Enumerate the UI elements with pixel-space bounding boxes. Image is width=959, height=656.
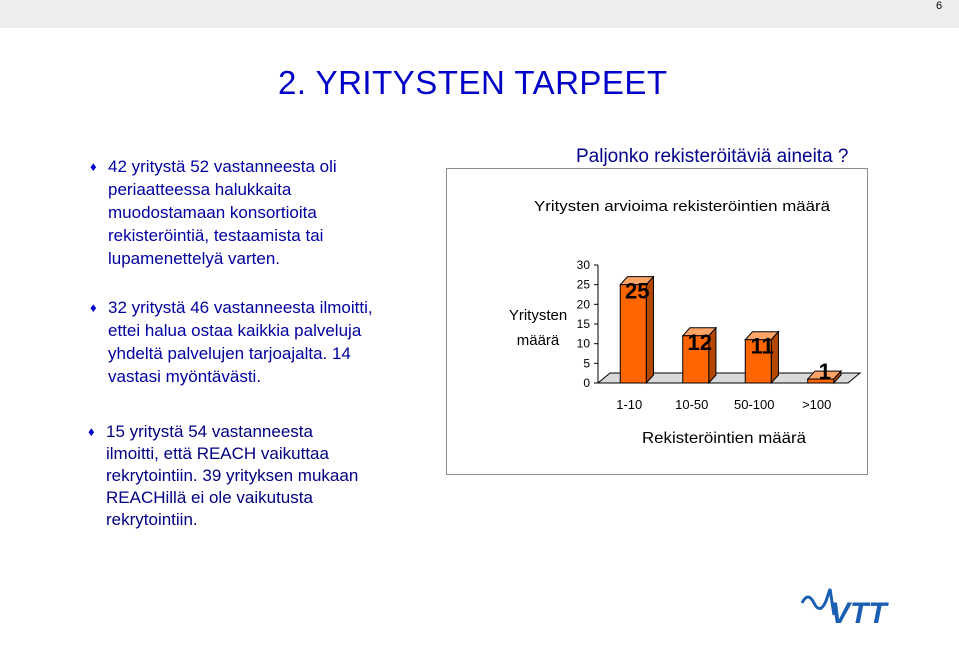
bullet-line: rekrytointiin. 39 yrityksen mukaan <box>106 466 359 485</box>
bullet-line: muodostamaan konsortioita <box>108 203 317 222</box>
y-tick-label: 0 <box>583 376 590 390</box>
y-tick-label: 25 <box>576 277 590 292</box>
diamond-bullet-icon: ♦ <box>90 300 97 315</box>
diamond-bullet-icon: ♦ <box>90 159 97 174</box>
x-tick-label: 1-10 <box>616 397 643 412</box>
x-tick-label: 50-100 <box>734 397 775 412</box>
bullet-line: lupamenettelyä varten. <box>108 249 280 268</box>
data-label: 11 <box>750 333 774 359</box>
vtt-logo <box>800 585 915 629</box>
y-tick-label: 5 <box>583 356 590 371</box>
y-tick-label: 10 <box>576 336 590 351</box>
bullet-line: periaatteessa halukkaita <box>108 180 292 199</box>
bullet-line: ettei halua ostaa kaikkia palveluja <box>108 321 362 340</box>
bullet-line: vastasi myöntävästi. <box>108 367 262 386</box>
bullet-line: rekrytointiin. <box>106 510 198 529</box>
bullet-line: yhdeltä palvelujen tarjoajalta. 14 <box>108 344 351 363</box>
bullet-line: rekisteröintiä, testaamista tai <box>108 226 324 245</box>
y-tick-label: 20 <box>576 297 590 312</box>
bullet-line: ilmoitti, että REACH vaikuttaa <box>106 444 329 463</box>
chart-heading: Paljonko rekisteröitäviä aineita ? <box>576 146 849 167</box>
data-label: 12 <box>687 329 712 355</box>
x-axis-label: Rekisteröintien määrä <box>642 430 807 447</box>
y-axis-label: määrä <box>516 332 560 349</box>
bullet-line: REACHillä ei ole vaikutusta <box>106 488 313 507</box>
slide-title: 2. YRITYSTEN TARPEET <box>278 64 668 101</box>
x-tick-label: >100 <box>802 397 832 412</box>
bullet-line: 15 yritystä 54 vastanneesta <box>106 422 313 441</box>
data-label: 1 <box>818 359 831 385</box>
chart-title: Yritysten arvioima rekisteröintien määrä <box>534 198 831 215</box>
y-tick-label: 30 <box>576 258 590 272</box>
page-number: 6 <box>936 0 943 12</box>
diamond-bullet-icon: ♦ <box>88 424 95 439</box>
vtt-logo-text: VTT <box>830 597 887 629</box>
y-tick-label: 15 <box>576 317 590 331</box>
x-tick-label: 10-50 <box>675 397 709 412</box>
bullet-line: 42 yritystä 52 vastanneesta oli <box>108 157 337 176</box>
data-label: 25 <box>625 278 650 304</box>
bullet-line: 32 yritystä 46 vastanneesta ilmoitti, <box>108 298 373 317</box>
y-axis-label: Yritysten <box>508 307 568 324</box>
